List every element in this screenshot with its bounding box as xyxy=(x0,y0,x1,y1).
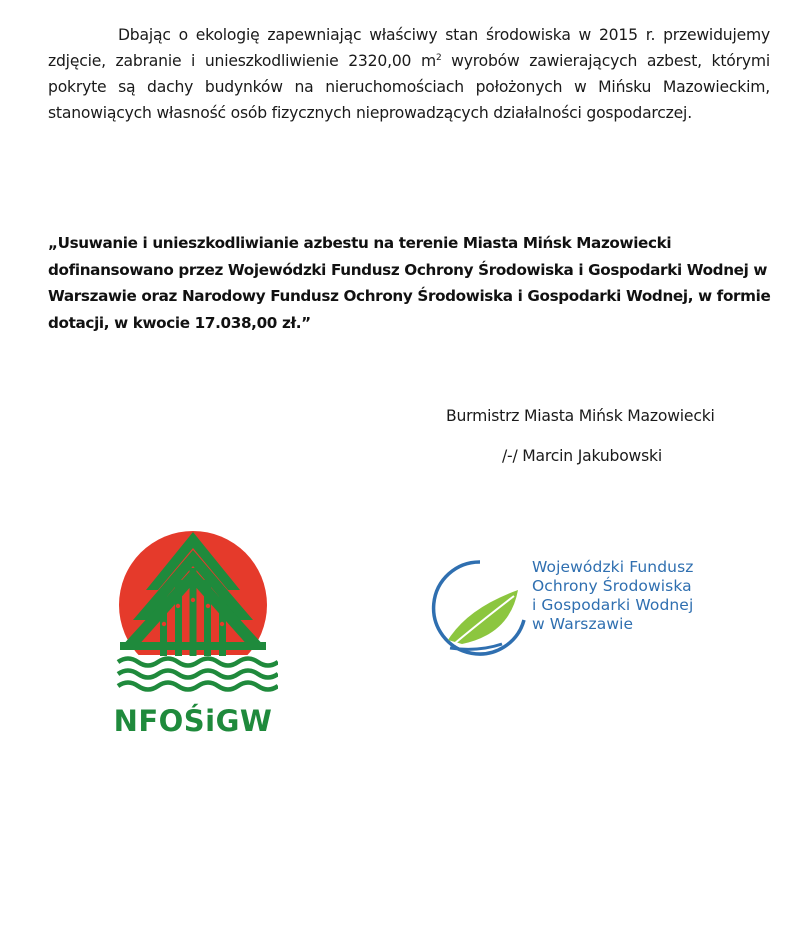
nfosigw-logo xyxy=(108,520,278,745)
signature-title: Burmistrz Miasta Mińsk Mazowiecki xyxy=(446,407,715,425)
nfosigw-emblem-icon xyxy=(108,520,278,705)
area-unit-superscript: 2 xyxy=(435,52,442,63)
body-paragraph-text-1: Dbając o ekologię zapewniając właściwy stan środowiska w 2015 r. przewidujemy zdjęcie, zabranie i unieszkodliwienie 2320,00 m xyxy=(48,26,770,70)
wfosigw-line-2: Ochrony Środowiska xyxy=(532,577,692,595)
wfosigw-line-1: Wojewódzki Fundusz xyxy=(532,558,694,576)
body-paragraph xyxy=(48,22,770,126)
nfosigw-logo-text: NFOŚiGW xyxy=(113,704,273,738)
wfosigw-line-3: i Gospodarki Wodnej xyxy=(532,596,694,614)
wfosigw-logo xyxy=(428,548,728,678)
signature-name: /-/ Marcin Jakubowski xyxy=(502,447,662,465)
body-paragraph-text-2: wyrobów zawierających azbest, którymi pokryte są dachy budynków na nieruchomościach położonych w Mińsku Mazowieckim, stanowiących własność osób fizycznych nieprowadzących działalności gospodarczej. xyxy=(48,52,770,122)
leaf-ring-icon xyxy=(428,548,528,668)
wfosigw-logo-text xyxy=(532,558,693,634)
wfosigw-line-4: w Warszawie xyxy=(532,615,634,633)
funding-statement: „Usuwanie i unieszkodliwianie azbestu na terenie Miasta Mińsk Mazowiecki dofinansowano przez Wojewódzki Fundusz Ochrony Środowiska i Gospodarki Wodnej w Warszawie oraz Narodowy Fundusz Ochrony Środowiska i Gospodarki Wodnej, w formie dotacji, w kwocie 17.038,00 zł.” xyxy=(48,234,771,332)
